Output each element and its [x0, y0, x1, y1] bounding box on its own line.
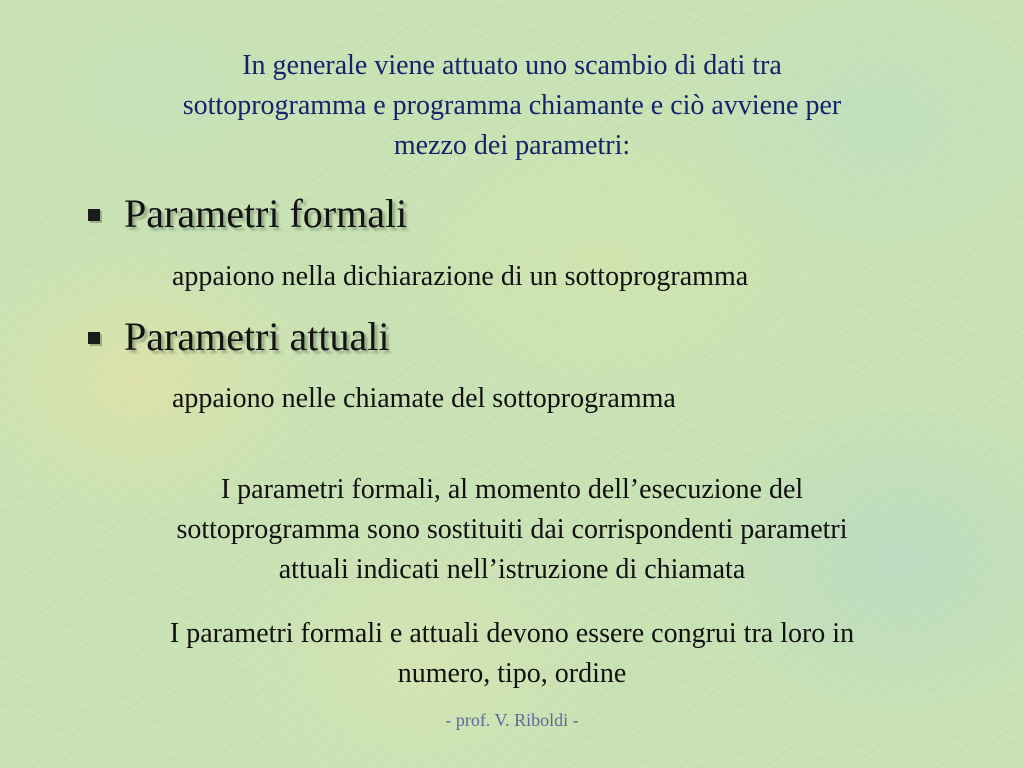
square-bullet-icon [88, 209, 100, 221]
paragraph-line: attuali indicati nell’istruzione di chiamata [278, 554, 746, 585]
bullet-title: Parametri attuali [124, 314, 390, 359]
bullet-parametri-formali [88, 190, 407, 238]
bullet-title: Parametri formali [124, 191, 408, 236]
bullet-description: appaiono nella dichiarazione di un sottoprogramma [172, 261, 749, 292]
bullet-description: appaiono nelle chiamate del sottoprogramma [172, 383, 676, 414]
paragraph-substitution [60, 470, 964, 590]
intro-line-1: In generale viene attuato uno scambio di dati tra [242, 50, 782, 81]
paragraph-line: numero, tipo, ordine [397, 658, 627, 689]
bullet-parametri-attuali [88, 313, 389, 361]
square-bullet-icon [88, 332, 100, 344]
intro-text [80, 46, 944, 166]
paragraph-line: I parametri formali, al momento dell’esecuzione del [220, 474, 804, 505]
intro-line-2: sottoprogramma e programma chiamante e ciò avviene per [182, 90, 842, 121]
paragraph-line: sottoprogramma sono sostituiti dai corrispondenti parametri [176, 514, 848, 545]
footer-author: - prof. V. Riboldi - [445, 710, 579, 730]
paragraph-congruence [60, 614, 964, 694]
intro-line-3: mezzo dei parametri: [393, 130, 631, 161]
paragraph-line: I parametri formali e attuali devono essere congrui tra loro in [169, 618, 855, 649]
